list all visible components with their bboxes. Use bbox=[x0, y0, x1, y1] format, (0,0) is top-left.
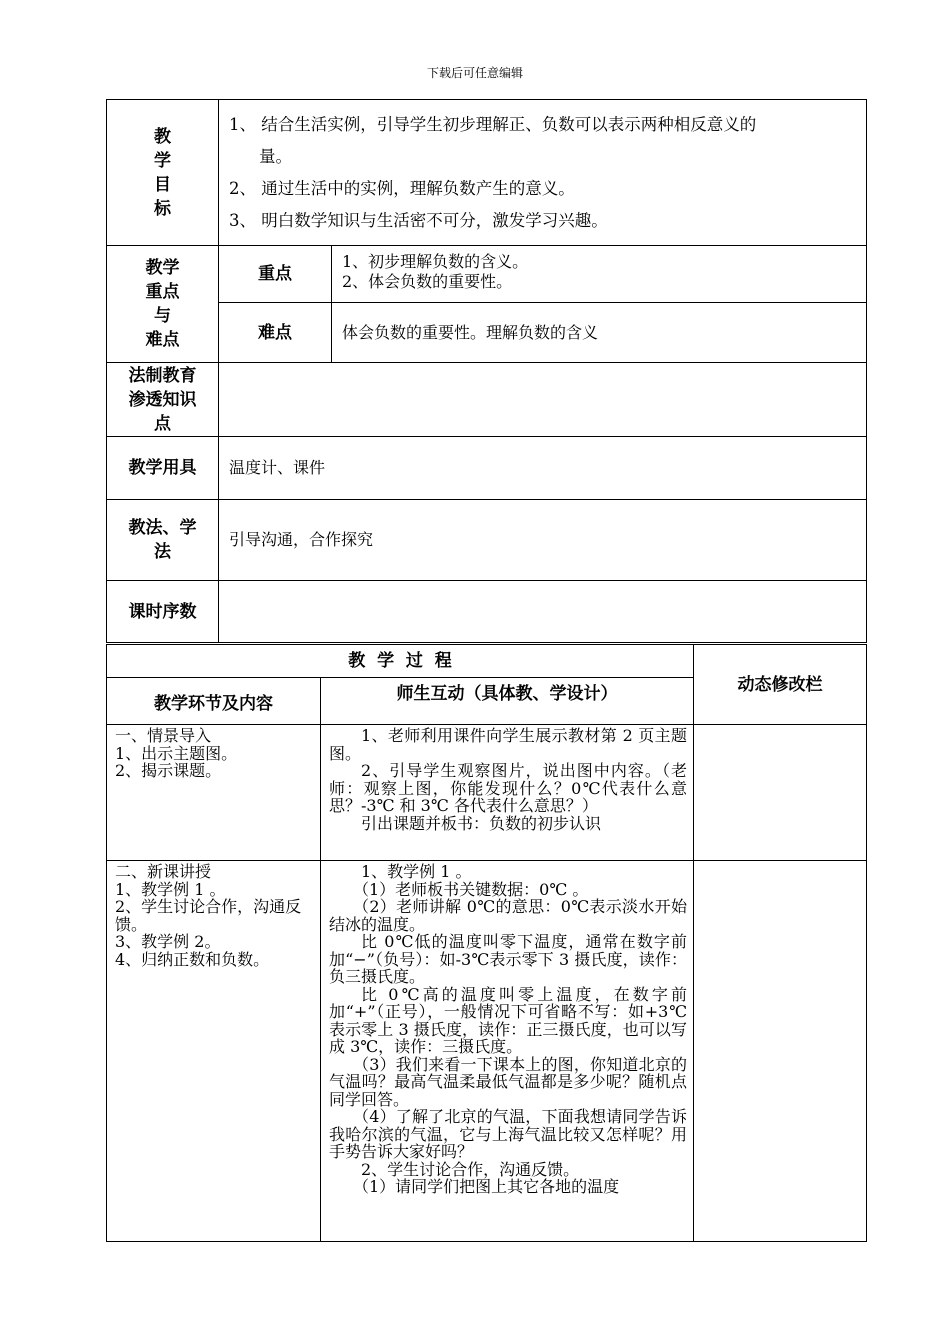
period-row bbox=[107, 581, 867, 643]
section-intro-left bbox=[107, 725, 321, 861]
section-intro-row bbox=[107, 725, 867, 861]
interaction-paragraph: 比 0℃高的温度叫零上温度，在数字前加“+”（正号），一般情况下可省略不写：如+3℃表示零上 3 摄氏度，读作：正三摄氏度，也可以写成 3℃，读作：三摄氏度。 bbox=[329, 984, 688, 1056]
section-new-right bbox=[321, 861, 694, 1242]
tools-content: 温度计、课件 bbox=[219, 437, 867, 500]
interaction-paragraph: 1、教学例 1 。 bbox=[361, 862, 472, 881]
section-column-header: 教学环节及内容 bbox=[107, 678, 321, 725]
interaction-paragraph: （4）了解了北京的气温，下面我想请同学告诉我哈尔滨的气温，它与上海气温比较又怎样呢？用手势告诉大家好吗？ bbox=[329, 1107, 688, 1161]
section-item: 一、情景导入 bbox=[115, 726, 212, 745]
key-line: 1、初步理解负数的含义。 bbox=[342, 252, 529, 271]
process-title-row bbox=[107, 645, 867, 678]
hard-content: 体会负数的重要性。理解负数的含义 bbox=[332, 303, 867, 363]
key-point-row bbox=[107, 246, 867, 303]
section-item: 2、揭示课题。 bbox=[115, 761, 222, 780]
method-content: 引导沟通，合作探究 bbox=[219, 500, 867, 581]
law-row bbox=[107, 363, 867, 437]
interaction-paragraph: 2、引导学生观察图片，说出图中内容。（老师：观察上图，你能发现什么？0℃代表什么意思？-3℃ 和 3℃ 各代表什么意思？） bbox=[329, 761, 688, 815]
interaction-paragraph: （1）老师板书关键数据：0℃ 。 bbox=[353, 879, 589, 899]
lesson-info-table bbox=[106, 99, 867, 643]
process-title: 教 学 过 程 bbox=[107, 645, 694, 678]
section-item: 3、教学例 2。 bbox=[115, 932, 221, 951]
goal-item: 量。 bbox=[259, 146, 292, 166]
period-content bbox=[219, 581, 867, 643]
goals-content bbox=[219, 100, 867, 246]
law-content bbox=[219, 363, 867, 437]
process-table bbox=[106, 644, 867, 1242]
interaction-paragraph: （2）老师讲解 0℃的意思：0℃表示淡水开始结冰的温度。 bbox=[329, 897, 688, 934]
goals-label: 教 学 目 标 bbox=[107, 100, 219, 246]
section-item: 4、归纳正数和负数。 bbox=[115, 949, 270, 969]
interaction-paragraph: 引出课题并板书：负数的初步认识 bbox=[361, 813, 602, 833]
keypoints-label: 教学 重点 与 难点 bbox=[107, 246, 219, 363]
method-row bbox=[107, 500, 867, 581]
key-content bbox=[332, 246, 867, 303]
key-line: 2、体会负数的重要性。 bbox=[342, 272, 513, 291]
interaction-paragraph: 2、学生讨论合作，沟通反馈。 bbox=[361, 1159, 580, 1179]
hard-point-row bbox=[107, 303, 867, 363]
goal-item: 2、 通过生活中的实例，理解负数产生的意义。 bbox=[229, 178, 575, 198]
header-note: 下载后可任意编辑 bbox=[426, 66, 523, 80]
section-intro-right bbox=[321, 725, 694, 861]
interaction-paragraph: 1、老师利用课件向学生展示教材第 2 页主题图。 bbox=[329, 726, 688, 763]
tools-row bbox=[107, 437, 867, 500]
dynamic-column-header: 动态修改栏 bbox=[694, 645, 867, 725]
tools-label: 教学用具 bbox=[107, 437, 219, 500]
section-intro-notes bbox=[694, 725, 867, 861]
interaction-column-header: 师生互动（具体教、学设计） bbox=[321, 678, 694, 725]
section-new-notes bbox=[694, 861, 867, 1242]
period-label: 课时序数 bbox=[107, 581, 219, 643]
hard-label: 难点 bbox=[219, 303, 332, 363]
interaction-paragraph: （3）我们来看一下课本上的图，你知道北京的气温吗？最高气温柔最低气温都是多少呢？随机点同学回答。 bbox=[329, 1054, 688, 1109]
section-new-left bbox=[107, 861, 321, 1242]
goal-item: 1、 结合生活实例，引导学生初步理解正、负数可以表示两种相反意义的 bbox=[229, 114, 757, 134]
goal-item: 3、 明白数学知识与生活密不可分，激发学习兴趣。 bbox=[229, 210, 608, 230]
key-label: 重点 bbox=[219, 246, 332, 303]
interaction-paragraph: （1）请同学们把图上其它各地的温度 bbox=[353, 1177, 620, 1196]
section-item: 二、新课讲授 bbox=[115, 862, 212, 881]
section-new-row bbox=[107, 861, 867, 1242]
section-item: 1、教学例 1 。 bbox=[115, 879, 226, 899]
section-item: 2、学生讨论合作，沟通反馈。 bbox=[115, 897, 302, 934]
section-item: 1、出示主题图。 bbox=[115, 743, 238, 763]
goals-row bbox=[107, 100, 867, 246]
law-label: 法制教育 渗透知识 点 bbox=[107, 363, 219, 437]
interaction-paragraph: 比 0℃低的温度叫零下温度，通常在数字前加“−”（负号）：如-3℃表示零下 3 摄氏度，读作：负三摄氏度。 bbox=[329, 932, 688, 986]
method-label: 教法、学 法 bbox=[107, 500, 219, 581]
